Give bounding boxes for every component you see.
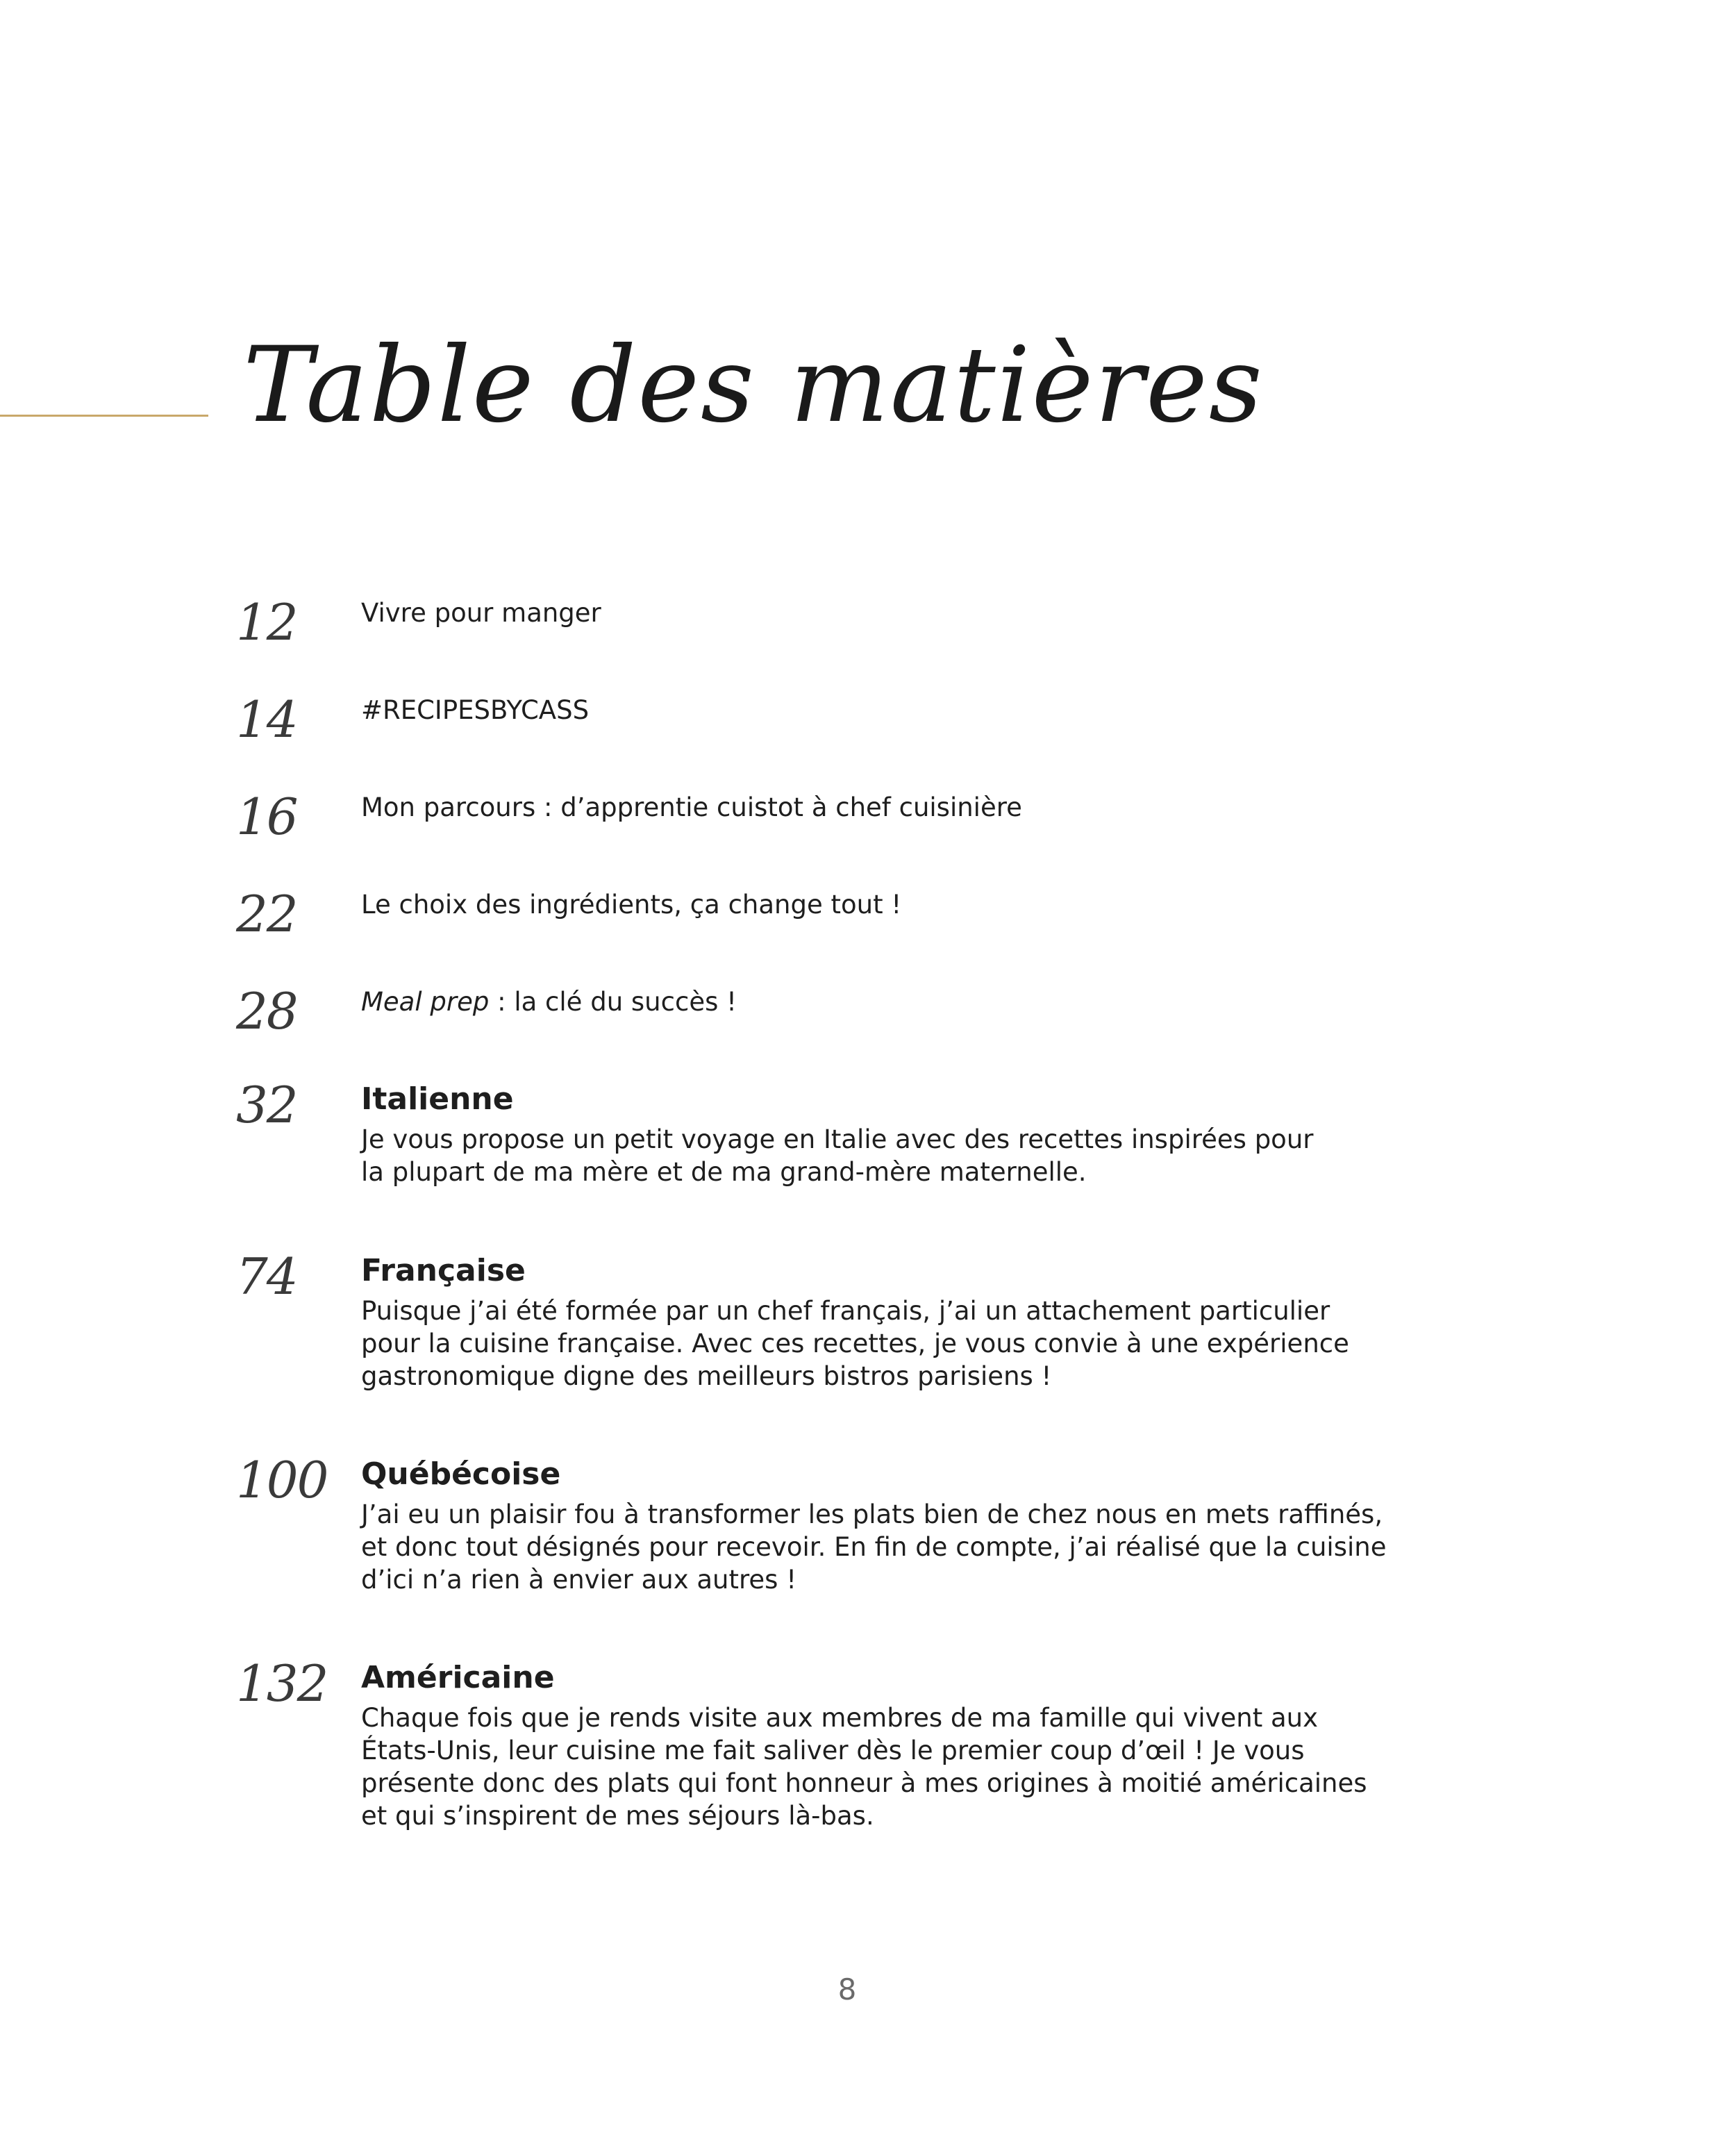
toc-entry-label: Mon parcours : d’apprentie cuistot à chef cuisinière <box>361 792 1022 822</box>
page-number: 8 <box>837 1972 857 2006</box>
toc-section-description <box>361 1295 1403 1393</box>
toc-description-line: États-Unis, leur cuisine me fait saliver dès le premier coup d’œil ! Je vous <box>361 1736 1305 1765</box>
toc-page-number: 28 <box>236 982 297 1040</box>
toc-page-number: 14 <box>236 690 297 749</box>
toc-description-line: et donc tout désignés pour recevoir. En fin de compte, j’ai réalisé que la cuisine <box>361 1532 1387 1562</box>
toc-page-number: 16 <box>236 788 297 846</box>
toc-page-number: 74 <box>236 1247 297 1306</box>
toc-description-line: gastronomique digne des meilleurs bistros parisiens ! <box>361 1361 1052 1391</box>
toc-entry-label <box>361 986 1403 1018</box>
toc-page-number: 32 <box>236 1076 297 1134</box>
toc-page-number: 132 <box>236 1654 328 1713</box>
toc-description-line: d’ici n’a rien à envier aux autres ! <box>361 1565 797 1595</box>
toc-description-line: la plupart de ma mère et de ma grand-mère maternelle. <box>361 1157 1087 1187</box>
toc-section-heading: Italienne <box>361 1081 514 1117</box>
toc-entry-label: Le choix des ingrédients, ça change tout ! <box>361 890 902 920</box>
toc-entry-label: #RECIPESBYCASS <box>361 695 590 725</box>
toc-description-line: présente donc des plats qui font honneur à mes origines à moitié américaines <box>361 1768 1367 1798</box>
toc-page-number: 100 <box>236 1451 328 1509</box>
toc-description-line: Chaque fois que je rends visite aux membres de ma famille qui vivent aux <box>361 1703 1319 1733</box>
toc-section-heading: Française <box>361 1253 526 1288</box>
toc-page-number: 12 <box>236 593 297 651</box>
toc-section-description <box>361 1702 1403 1832</box>
toc-description-line: et qui s’inspirent de mes séjours là-bas. <box>361 1801 874 1831</box>
toc-entry-label-rest: : la clé du succès ! <box>489 987 737 1017</box>
toc-section-description <box>361 1498 1403 1596</box>
toc-description-line: Puisque j’ai été formée par un chef français, j’ai un attachement particulier <box>361 1296 1330 1326</box>
toc-section-heading: Américaine <box>361 1660 555 1695</box>
toc-section-description <box>361 1123 1403 1188</box>
toc-entry-label-italic: Meal prep <box>361 987 490 1017</box>
toc-description-line: pour la cuisine française. Avec ces recettes, je vous convie à une expérience <box>361 1329 1349 1358</box>
page-title: Table des matières <box>243 325 1264 446</box>
toc-section-heading: Québécoise <box>361 1456 561 1492</box>
toc-entry-label: Vivre pour manger <box>361 598 601 628</box>
toc-description-line: Je vous propose un petit voyage en Italie avec des recettes inspirées pour <box>361 1124 1314 1154</box>
toc-page-number: 22 <box>236 885 297 943</box>
toc-description-line: J’ai eu un plaisir fou à transformer les plats bien de chez nous en mets raffinés, <box>361 1499 1383 1529</box>
